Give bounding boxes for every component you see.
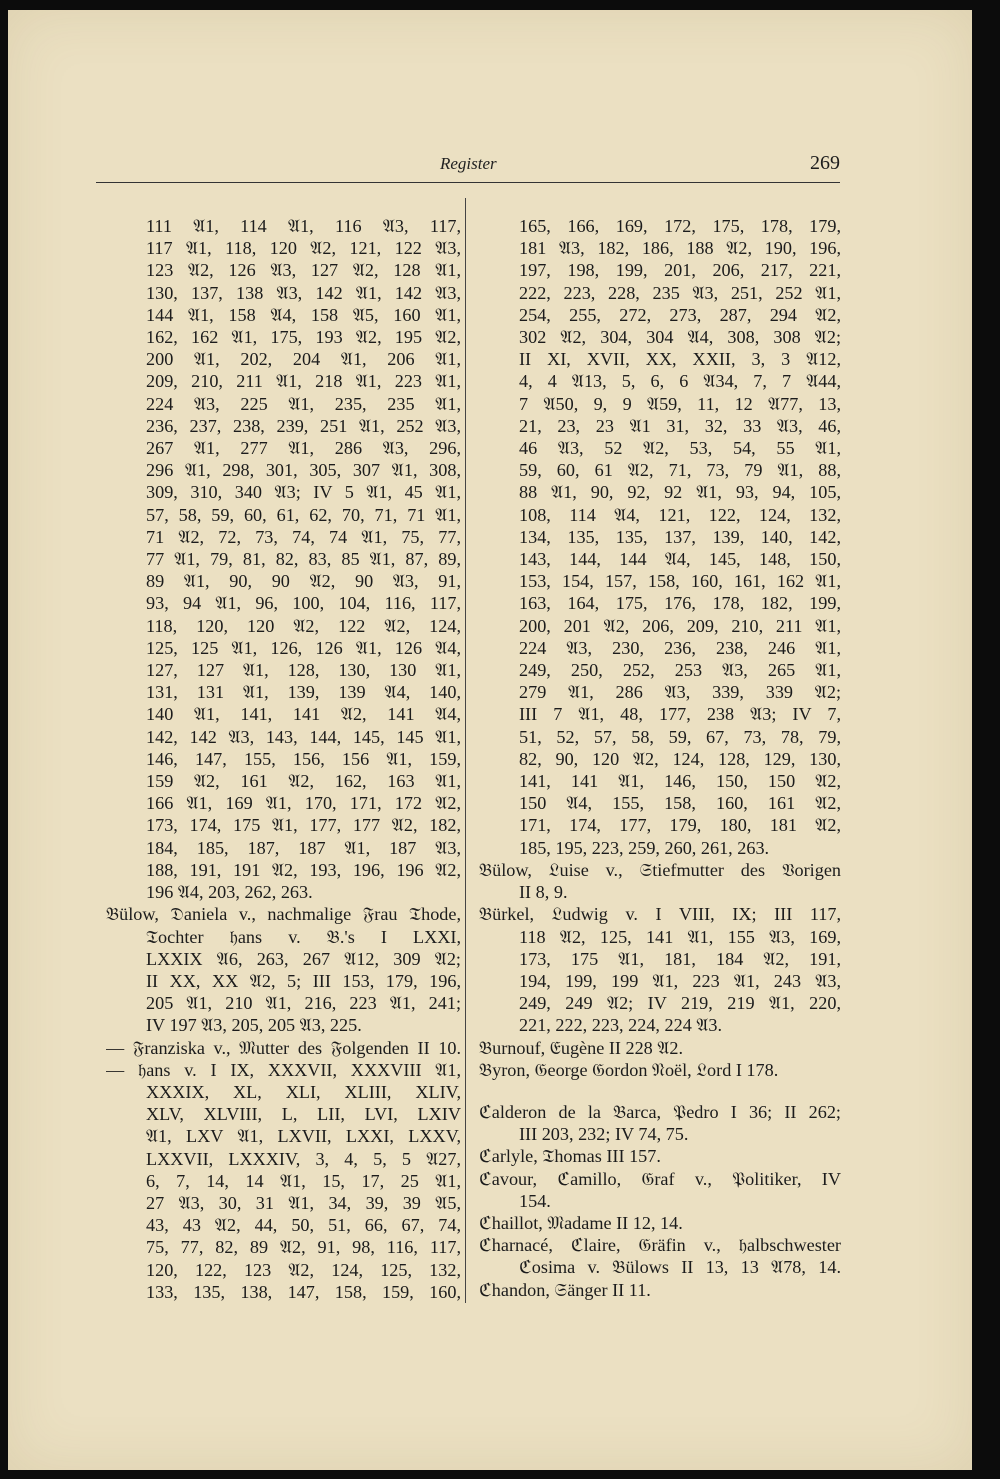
index-line: 𝔅yron, 𝔊eorge 𝔊ordon 𝔑oël, 𝔏ord I 178. [479, 1059, 779, 1080]
index-line: 254, 255, 272, 273, 287, 294 𝔄2, [519, 304, 841, 325]
index-line: 71 𝔄2, 72, 73, 74, 74 𝔄1, 75, 77, [146, 526, 461, 547]
index-line: 197, 198, 199, 201, 206, 217, 221, [519, 260, 841, 281]
index-line: 118, 120, 120 𝔄2, 122 𝔄2, 124, [146, 615, 461, 636]
index-line: XLV, XLVIII, L, LII, LVI, LXIV [146, 1104, 461, 1125]
index-line: 194, 199, 199 𝔄1, 223 𝔄1, 243 𝔄3, [519, 970, 841, 991]
page-header [96, 146, 840, 183]
index-line: 209, 210, 211 𝔄1, 218 𝔄1, 223 𝔄1, [146, 371, 461, 392]
index-line: 200, 201 𝔄2, 206, 209, 210, 211 𝔄1, [519, 615, 841, 636]
index-line: 236, 237, 238, 239, 251 𝔄1, 252 𝔄3, [146, 415, 461, 436]
index-line: 150 𝔄4, 155, 158, 160, 161 𝔄2, [519, 793, 841, 814]
index-line: 224 𝔄3, 225 𝔄1, 235, 235 𝔄1, [146, 393, 461, 414]
index-line: 222, 223, 228, 235 𝔄3, 251, 252 𝔄1, [519, 282, 841, 303]
index-line: 163, 164, 175, 176, 178, 182, 199, [519, 593, 841, 614]
index-line: II 8, 9. [519, 882, 568, 903]
index-line: 89 𝔄1, 90, 90 𝔄2, 90 𝔄3, 91, [146, 571, 461, 592]
index-line: 309, 310, 340 𝔄3; IV 5 𝔄1, 45 𝔄1, [146, 482, 461, 503]
index-line: 21, 23, 23 𝔄1 31, 32, 33 𝔄3, 46, [519, 415, 841, 436]
index-line: 173, 175 𝔄1, 181, 184 𝔄2, 191, [519, 948, 841, 969]
index-line: 171, 174, 177, 179, 180, 181 𝔄2, [519, 815, 841, 836]
index-line: 224 𝔄3, 230, 236, 238, 246 𝔄1, [519, 637, 841, 658]
index-line: 133, 135, 138, 147, 158, 159, 160, [146, 1281, 461, 1302]
index-line: 77 𝔄1, 79, 81, 82, 83, 85 𝔄1, 87, 89, [146, 549, 461, 570]
index-line: 140 𝔄1, 141, 141 𝔄2, 141 𝔄4, [146, 704, 461, 725]
page-number: 269 [810, 152, 840, 174]
index-line: 165, 166, 169, 172, 175, 178, 179, [519, 216, 841, 236]
index-line: 249, 249 𝔄2; IV 219, 219 𝔄1, 220, [519, 993, 841, 1014]
running-title: Register [440, 154, 497, 173]
index-line: 200 𝔄1, 202, 204 𝔄1, 206 𝔄1, [146, 349, 461, 370]
index-line: 118 𝔄2, 125, 141 𝔄1, 155 𝔄3, 169, [519, 926, 841, 947]
index-line: 𝔅urnouf, 𝔈ugène II 228 𝔄2. [479, 1037, 684, 1058]
index-line: 142, 142 𝔄3, 143, 144, 145, 145 𝔄1, [146, 726, 461, 747]
index-line: 75, 77, 82, 89 𝔄2, 91, 98, 116, 117, [146, 1237, 461, 1258]
index-line: III 203, 232; IV 74, 75. [519, 1124, 689, 1145]
index-line: 57, 58, 59, 60, 61, 62, 70, 71, 71 𝔄1, [146, 504, 461, 525]
index-line: 46 𝔄3, 52 𝔄2, 53, 54, 55 𝔄1, [519, 438, 841, 459]
index-line: 196 𝔄4, 203, 262, 263. [146, 882, 313, 903]
index-line: 93, 94 𝔄1, 96, 100, 104, 116, 117, [146, 593, 461, 614]
index-line: ℭosima v. 𝔅ülows II 13, 13 𝔄78, 14. [519, 1257, 841, 1278]
index-column-right [479, 215, 841, 1301]
index-line: LXXIX 𝔄6, 263, 267 𝔄12, 309 𝔄2; [146, 948, 461, 969]
index-line: 125, 125 𝔄1, 126, 126 𝔄1, 126 𝔄4, [146, 637, 461, 658]
index-line: 127, 127 𝔄1, 128, 130, 130 𝔄1, [146, 660, 461, 681]
index-line: ℭhandon, 𝔖änger II 11. [479, 1279, 651, 1300]
index-line: 184, 185, 187, 187 𝔄1, 187 𝔄3, [146, 837, 461, 858]
index-line: 154. [519, 1190, 551, 1211]
index-line: 173, 174, 175 𝔄1, 177, 177 𝔄2, 182, [146, 815, 461, 836]
index-line: II XX, XX 𝔄2, 5; III 153, 179, 196, [146, 970, 461, 991]
index-line: 𝔗ochter 𝔥ans v. 𝔅.'s I LXXI, [146, 926, 461, 947]
index-line: 82, 90, 120 𝔄2, 124, 128, 129, 130, [519, 748, 841, 769]
index-line: 146, 147, 155, 156, 156 𝔄1, 159, [146, 748, 461, 769]
index-line: 6, 7, 14, 14 𝔄1, 15, 17, 25 𝔄1, [146, 1170, 461, 1191]
index-line: 205 𝔄1, 210 𝔄1, 216, 223 𝔄1, 241; [146, 993, 461, 1014]
index-line: ℭavour, ℭamillo, 𝔊raf v., 𝔓olitiker, IV [479, 1168, 841, 1189]
index-line: XXXIX, XL, XLI, XLIII, XLIV, [146, 1081, 461, 1102]
index-line: 7 𝔄50, 9, 9 𝔄59, 11, 12 𝔄77, 13, [519, 393, 841, 414]
index-line: 188, 191, 191 𝔄2, 193, 196, 196 𝔄2, [146, 859, 461, 880]
index-line: 123 𝔄2, 126 𝔄3, 127 𝔄2, 128 𝔄1, [146, 260, 461, 281]
index-line: 302 𝔄2, 304, 304 𝔄4, 308, 308 𝔄2; [519, 327, 841, 348]
index-line: 117 𝔄1, 118, 120 𝔄2, 121, 122 𝔄3, [146, 238, 461, 259]
index-column-left [106, 215, 461, 1303]
index-line: 51, 52, 57, 58, 59, 67, 73, 78, 79, [519, 726, 841, 747]
index-line: 𝔅ülow, 𝔇aniela v., nachmalige 𝔉rau 𝔗hode, [106, 904, 461, 925]
index-line: ℭharnacé, ℭlaire, 𝔊räfin v., 𝔥albschwester [479, 1235, 841, 1256]
index-line: 279 𝔄1, 286 𝔄3, 339, 339 𝔄2; [519, 682, 841, 703]
index-line: 131, 131 𝔄1, 139, 139 𝔄4, 140, [146, 682, 461, 703]
index-line: ℭalderon de la 𝔅arca, 𝔓edro I 36; II 262; [479, 1101, 841, 1122]
index-line: IV 197 𝔄3, 205, 205 𝔄3, 225. [146, 1015, 362, 1036]
index-line: 120, 122, 123 𝔄2, 124, 125, 132, [146, 1259, 461, 1280]
entry-gap [479, 1081, 841, 1101]
index-line: 159 𝔄2, 161 𝔄2, 162, 163 𝔄1, [146, 771, 461, 792]
index-line: 111 𝔄1, 114 𝔄1, 116 𝔄3, 117, [146, 216, 461, 236]
index-line: 153, 154, 157, 158, 160, 161, 162 𝔄1, [519, 571, 841, 592]
index-line: III 7 𝔄1, 48, 177, 238 𝔄3; IV 7, [519, 704, 841, 725]
index-line: 249, 250, 252, 253 𝔄3, 265 𝔄1, [519, 660, 841, 681]
index-line: — 𝔉ranziska v., 𝔐utter des 𝔉olgenden II 10. [106, 1037, 461, 1058]
index-line: 143, 144, 144 𝔄4, 145, 148, 150, [519, 549, 841, 570]
index-line: 130, 137, 138 𝔄3, 142 𝔄1, 142 𝔄3, [146, 282, 461, 303]
index-line: II XI, XVII, XX, XXII, 3, 3 𝔄12, [519, 349, 841, 370]
index-line: 27 𝔄3, 30, 31 𝔄1, 34, 39, 39 𝔄5, [146, 1192, 461, 1213]
index-line: 267 𝔄1, 277 𝔄1, 286 𝔄3, 296, [146, 438, 461, 459]
index-line: 166 𝔄1, 169 𝔄1, 170, 171, 172 𝔄2, [146, 793, 461, 814]
index-line: — 𝔥ans v. I IX, XXXVII, XXXVIII 𝔄1, [106, 1059, 461, 1080]
index-line: ℭhaillot, 𝔐adame II 12, 14. [479, 1212, 683, 1233]
index-line: 4, 4 𝔄13, 5, 6, 6 𝔄34, 7, 7 𝔄44, [519, 371, 841, 392]
index-line: ℭarlyle, 𝔗homas III 157. [479, 1146, 661, 1167]
index-line: 𝔅ürkel, 𝔏udwig v. I VIII, IX; III 117, [479, 904, 841, 925]
index-line: 162, 162 𝔄1, 175, 193 𝔄2, 195 𝔄2, [146, 327, 461, 348]
index-line: 𝔄1, LXV 𝔄1, LXVII, LXXI, LXXV, [146, 1126, 461, 1147]
index-line: 59, 60, 61 𝔄2, 71, 73, 79 𝔄1, 88, [519, 460, 841, 481]
index-line: 181 𝔄3, 182, 186, 188 𝔄2, 190, 196, [519, 238, 841, 259]
index-line: 144 𝔄1, 158 𝔄4, 158 𝔄5, 160 𝔄1, [146, 304, 461, 325]
column-divider [465, 198, 466, 1303]
index-line: 134, 135, 135, 137, 139, 140, 142, [519, 526, 841, 547]
index-line: 108, 114 𝔄4, 121, 122, 124, 132, [519, 504, 841, 525]
index-line: 185, 195, 223, 259, 260, 261, 263. [519, 837, 770, 858]
book-page [8, 10, 972, 1470]
index-line: 296 𝔄1, 298, 301, 305, 307 𝔄1, 308, [146, 460, 461, 481]
index-line: LXXVII, LXXXIV, 3, 4, 5, 5 𝔄27, [146, 1148, 461, 1169]
index-line: 43, 43 𝔄2, 44, 50, 51, 66, 67, 74, [146, 1215, 461, 1236]
index-line: 88 𝔄1, 90, 92, 92 𝔄1, 93, 94, 105, [519, 482, 841, 503]
index-line: 221, 222, 223, 224, 224 𝔄3. [519, 1015, 723, 1036]
index-line: 141, 141 𝔄1, 146, 150, 150 𝔄2, [519, 771, 841, 792]
index-line: 𝔅ülow, 𝔏uise v., 𝔖tiefmutter des 𝔙origen [479, 859, 841, 880]
